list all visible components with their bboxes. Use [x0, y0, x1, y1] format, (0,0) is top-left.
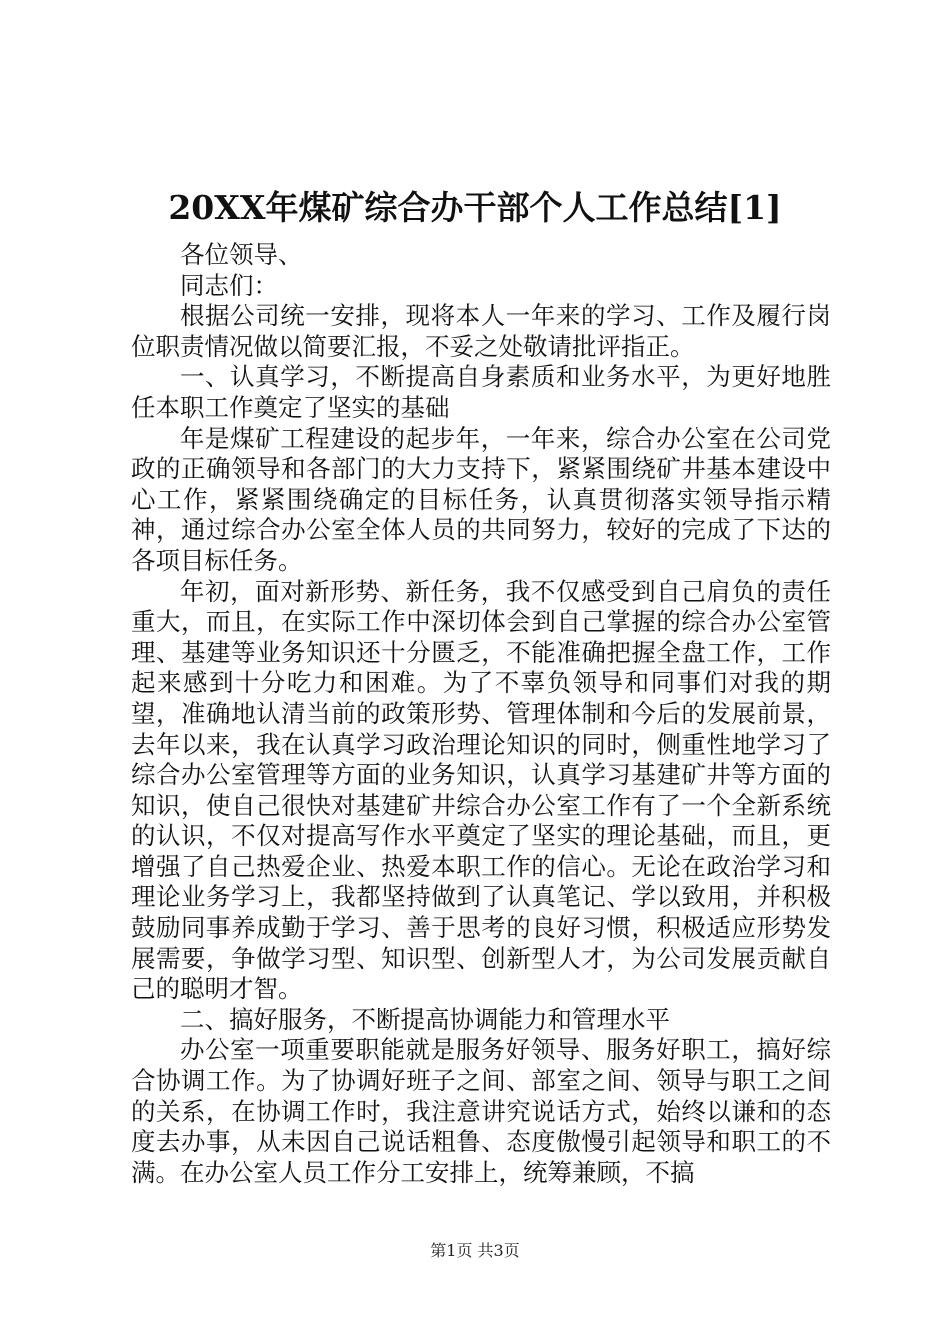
document-body [131, 240, 831, 1188]
salutation-comrades: 同志们： [180, 270, 278, 300]
body-paragraph: 年是煤矿工程建设的起步年，一年来，综合办公室在公司党政的正确领导和各部门的大力支持下，紧紧围绕矿井基本建设中心工作，紧紧围绕确定的目标任务，认真贯彻落实领导指示精神，通过综合办公室全体人员的共同努力，较好的完成了下达的各项目标任务。 [131, 423, 831, 575]
body-paragraph: 年初，面对新形势、新任务，我不仅感受到自己肩负的责任重大，而且，在实际工作中深切体会到自己掌握的综合办公室管理、基建等业务知识还十分匮乏，不能准确把握全盘工作，工作起来感到十分吃力和困难。为了不辜负领导和同事们对我的期望，准确地认清当前的政策形势、管理体制和今后的发展前景，去年以来，我在认真学习政治理论知识的同时，侧重性地学习了综合办公室管理等方面的业务知识，认真学习基建矿井等方面的知识，使自己很快对基建矿井综合办公室工作有了一个全新系统的认识，不仅对提高写作水平奠定了坚实的理论基础，而且，更增强了自己热爱企业、热爱本职工作的信心。无论在政治学习和理论业务学习上，我都坚持做到了认真笔记、学以致用，并积极鼓励同事养成勤于学习、善于思考的良好习惯，积极适应形势发展需要，争做学习型、知识型、创新型人才，为公司发展贡献自己的聪明才智。 [131, 576, 831, 1004]
body-paragraph: 办公室一项重要职能就是服务好领导、服务好职工，搞好综合协调工作。为了协调好班子之间、部室之间、领导与职工之间的关系，在协调工作时，我注意讲究说话方式，始终以谦和的态度去办事，从未因自己说话粗鲁、态度傲慢引起领导和职工的不满。在办公室人员工作分工安排上，统筹兼顾，不搞 [131, 1035, 831, 1187]
page-footer: 第1页 共3页 [430, 1241, 520, 1260]
section-heading-2: 二、搞好服务，不断提高协调能力和管理水平 [180, 1004, 670, 1034]
intro-paragraph: 根据公司统一安排，现将本人一年来的学习、工作及履行岗位职责情况做以简要汇报，不妥之处敬请批评指正。 [131, 301, 831, 361]
section-heading-1: 一、认真学习，不断提高自身素质和业务水平，为更好地胜任本职工作奠定了坚实的基础 [131, 362, 831, 422]
document-title: 20XX年煤矿综合办干部个人工作总结[1] [168, 188, 782, 227]
salutation-leaders: 各位领导、 [180, 240, 303, 269]
